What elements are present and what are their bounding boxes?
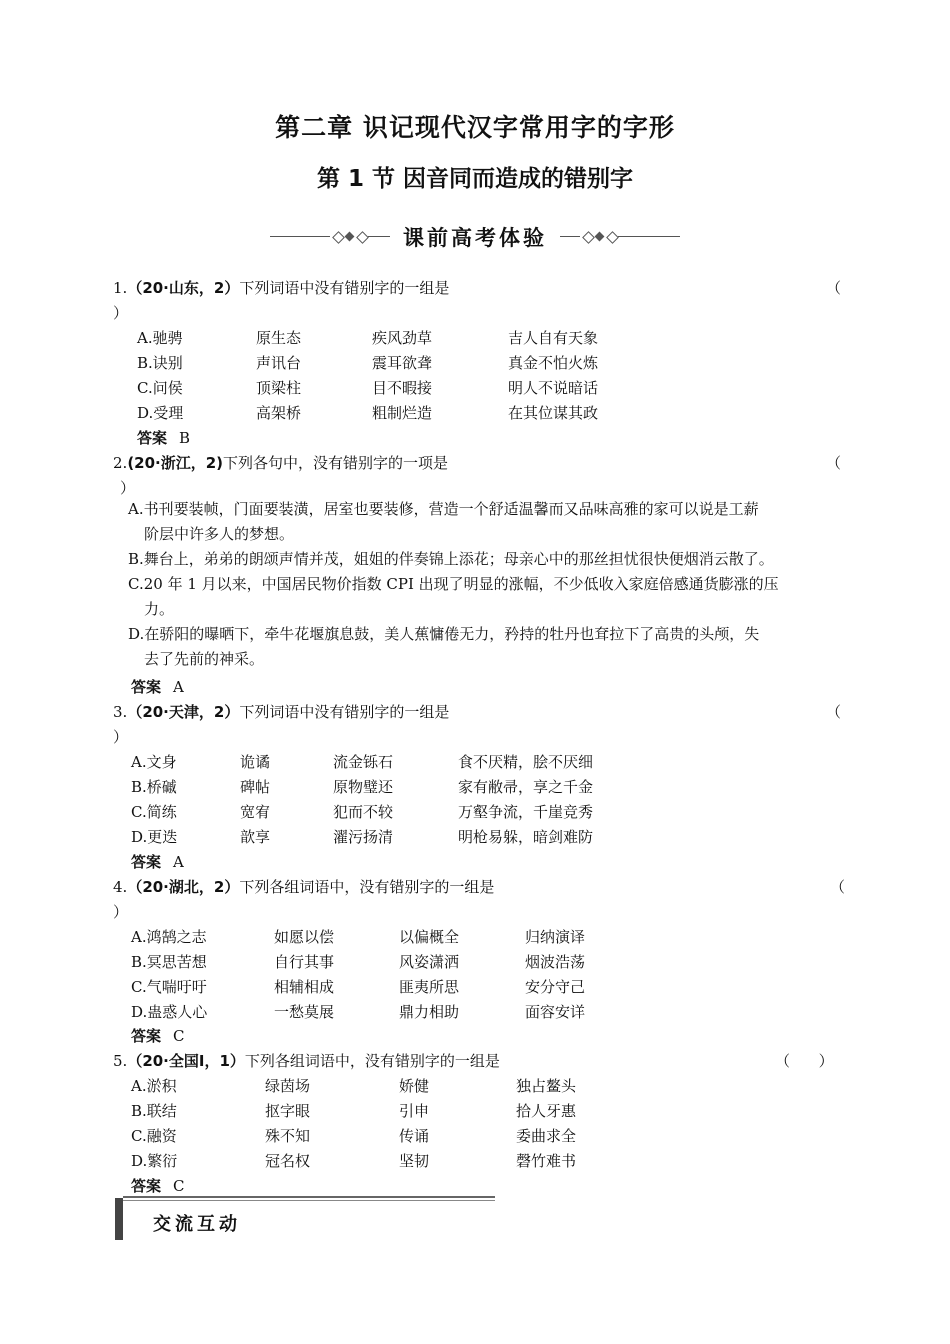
footer-rule-thin	[123, 1200, 495, 1201]
answer-bracket-open: （	[826, 279, 842, 297]
footer-rule	[123, 1196, 495, 1198]
option-b-3: 引申	[399, 1102, 430, 1120]
option-a-2: 如愿以偿	[274, 928, 335, 946]
question-source: （20·山东，2）	[127, 279, 240, 297]
option-c-3: 匪夷所思	[399, 978, 460, 996]
option-a-3: 娇健	[399, 1077, 430, 1095]
option-c-2: 顶梁柱	[256, 379, 302, 397]
option-a-4: 吉人自有天象	[508, 329, 599, 347]
answer-bracket-close: ）	[113, 728, 129, 746]
answer-bracket: （ ）	[775, 1052, 834, 1070]
option-d-2: 歆享	[240, 828, 271, 846]
question-stem: 下列词语中没有错别字的一组是	[239, 703, 450, 721]
answer-line	[131, 1025, 185, 1046]
option-d-4: 面容安详	[525, 1003, 586, 1021]
answer-label: 答案	[131, 1027, 162, 1045]
option-d-1: D.受理	[137, 404, 184, 422]
option-c-2: 相辅相成	[274, 978, 335, 996]
option-b-3: 震耳欲聋	[372, 354, 433, 372]
option-a-3: 以偏概全	[399, 928, 460, 946]
question-stem: 下列各组词语中，没有错别字的一组是	[239, 878, 495, 896]
question-stem: 下列词语中没有错别字的一组是	[239, 279, 450, 297]
option-a-2: 诡谲	[240, 753, 271, 771]
answer-label: 答案	[131, 678, 162, 696]
question-source: （20·湖北，2）	[127, 878, 240, 896]
option-b-2: 声讯台	[256, 354, 302, 372]
question-number: 3.	[113, 703, 128, 721]
footer-side-bar	[115, 1198, 123, 1240]
option-a-2: 绿茵场	[265, 1077, 311, 1095]
option-c-3: 目不暇接	[372, 379, 433, 397]
option-d-2: 冠名权	[265, 1152, 311, 1170]
option-b-4: 真金不怕火炼	[508, 354, 599, 372]
banner-right-line	[618, 236, 680, 237]
option-d-3: 坚韧	[399, 1152, 430, 1170]
option-b-line-1: B.舞台上，弟弟的朗颂声情并茂，姐姐的伴奏锦上添花；母亲心中的那丝担忧很快便烟消云散了。	[128, 550, 774, 568]
option-a-line-1: A.书刊要装帧，门面要装潢，居室也要装修，营造一个舒适温馨而又品味高雅的家可以说是工薪	[128, 500, 759, 518]
option-b-2: 碑帖	[240, 778, 271, 796]
diamond-ornament-icon	[595, 232, 605, 242]
option-c-2: 宽宥	[240, 803, 271, 821]
option-d-1: D.蛊惑人心	[131, 1003, 208, 1021]
option-a-1: A.淤积	[131, 1077, 177, 1095]
option-c-line-2: 力。	[144, 600, 175, 618]
option-b-3: 风姿潇洒	[399, 953, 460, 971]
option-b-1: B.桥磩	[131, 778, 177, 796]
option-d-4: 明枪易躲，暗剑难防	[458, 828, 594, 846]
option-d-2: 高架桥	[256, 404, 302, 422]
option-b-4: 家有敝帚，享之千金	[458, 778, 594, 796]
section-title: 第 1 节 因音同而造成的错别字	[316, 166, 634, 192]
option-d-1: D.繁衍	[131, 1152, 178, 1170]
answer-bracket-open: （	[826, 703, 842, 721]
section-banner	[268, 222, 682, 252]
option-d-1: D.更迭	[131, 828, 178, 846]
answer-bracket-close: ）	[113, 903, 129, 921]
option-a-4: 独占鳌头	[516, 1077, 577, 1095]
option-a-sentence	[128, 497, 848, 547]
answer-label: 答案	[137, 429, 168, 447]
question-stem: 下列各句中，没有错别字的一项是	[223, 454, 449, 472]
answer-label: 答案	[131, 853, 162, 871]
answer-line	[131, 1175, 185, 1196]
answer-value: B	[179, 429, 191, 447]
option-d-3: 粗制烂造	[372, 404, 433, 422]
option-b-4: 烟波浩荡	[525, 953, 586, 971]
option-c-4: 委曲求全	[516, 1127, 577, 1145]
option-a-1: A.文身	[131, 753, 177, 771]
option-d-4: 磬竹难书	[516, 1152, 577, 1170]
question-stem: 下列各组词语中，没有错别字的一组是	[244, 1052, 500, 1070]
answer-bracket-open: （	[830, 878, 846, 896]
option-d-4: 在其位谋其政	[508, 404, 599, 422]
option-a-line-2: 阶层中许多人的梦想。	[144, 525, 295, 543]
option-c-1: C.简练	[131, 803, 177, 821]
option-c-4: 安分守己	[525, 978, 586, 996]
option-c-4: 万壑争流，千崖竞秀	[458, 803, 594, 821]
chapter-title: 第二章 识记现代汉字常用字的字形	[275, 113, 675, 142]
option-c-2: 殊不知	[265, 1127, 311, 1145]
question-number: 2.	[113, 454, 128, 472]
option-b-2: 抠字眼	[265, 1102, 311, 1120]
question-source: （20·全国Ⅰ，1）	[127, 1052, 245, 1070]
option-b-1: B.冥思苦想	[131, 953, 207, 971]
option-c-1: C.融资	[131, 1127, 177, 1145]
answer-bracket-open: （	[826, 454, 842, 472]
footer-section-title: 交流互动	[153, 1214, 241, 1235]
option-d-2: 一愁莫展	[274, 1003, 335, 1021]
option-b-2: 自行其事	[274, 953, 335, 971]
answer-line	[131, 851, 184, 872]
option-b-3: 原物璧还	[333, 778, 394, 796]
option-c-4: 明人不说暗话	[508, 379, 599, 397]
option-a-3: 流金铄石	[333, 753, 394, 771]
answer-bracket-close: ）	[120, 479, 136, 497]
question-number: 5.	[113, 1052, 128, 1070]
banner-title: 课前高考体验	[403, 226, 547, 250]
banner-left-line	[270, 236, 330, 237]
option-d-3: 濯污扬清	[333, 828, 394, 846]
answer-line	[131, 676, 184, 697]
option-d-3: 鼎力相助	[399, 1003, 460, 1021]
diamond-ornament-icon	[332, 231, 345, 244]
option-d-sentence	[128, 622, 848, 672]
question-source: (20·浙江，2)	[127, 454, 224, 472]
option-a-2: 原生态	[256, 329, 302, 347]
option-c-3: 犯而不较	[333, 803, 394, 821]
answer-line	[137, 427, 190, 448]
banner-right-short-line	[560, 236, 580, 237]
question-source: （20·天津，2）	[127, 703, 240, 721]
option-a-1: A.驰骋	[137, 329, 183, 347]
diamond-ornament-icon	[345, 232, 355, 242]
option-a-4: 食不厌精，脍不厌细	[458, 753, 594, 771]
option-c-3: 传诵	[399, 1127, 430, 1145]
option-d-line-1: D.在骄阳的曝晒下，牵牛花堰旗息鼓，美人蕉慵倦无力，矜持的牡丹也耷拉下了高贵的头颅，失	[128, 625, 760, 643]
option-c-sentence	[128, 572, 848, 622]
answer-bracket-close: ）	[113, 304, 129, 322]
diamond-ornament-icon	[356, 231, 369, 244]
option-d-line-2: 去了先前的神采。	[144, 650, 265, 668]
option-b-1: B.联结	[131, 1102, 177, 1120]
answer-value: C	[173, 1027, 185, 1045]
option-c-1: C.气喘吁吁	[131, 978, 207, 996]
option-b-sentence	[128, 547, 848, 572]
diamond-ornament-icon	[606, 231, 619, 244]
banner-left-short-line	[368, 236, 390, 237]
option-c-line-1: C.20 年 1 月以来，中国居民物价指数 CPI 出现了明显的涨幅，不少低收入家庭倍感通货膨涨的压	[128, 575, 779, 593]
option-b-1: B.诀别	[137, 354, 183, 372]
answer-label: 答案	[131, 1177, 162, 1195]
question-number: 4.	[113, 878, 128, 896]
footer-section-header	[115, 1196, 495, 1240]
diamond-ornament-icon	[582, 231, 595, 244]
answer-value: C	[173, 1177, 185, 1195]
question-number: 1.	[113, 279, 128, 297]
answer-value: A	[173, 678, 184, 696]
option-a-3: 疾风劲草	[372, 329, 433, 347]
option-c-1: C.问侯	[137, 379, 183, 397]
option-a-4: 归纳演译	[525, 928, 586, 946]
option-b-4: 拾人牙惠	[516, 1102, 577, 1120]
option-a-1: A.鸿鹄之志	[131, 928, 207, 946]
answer-value: A	[173, 853, 184, 871]
